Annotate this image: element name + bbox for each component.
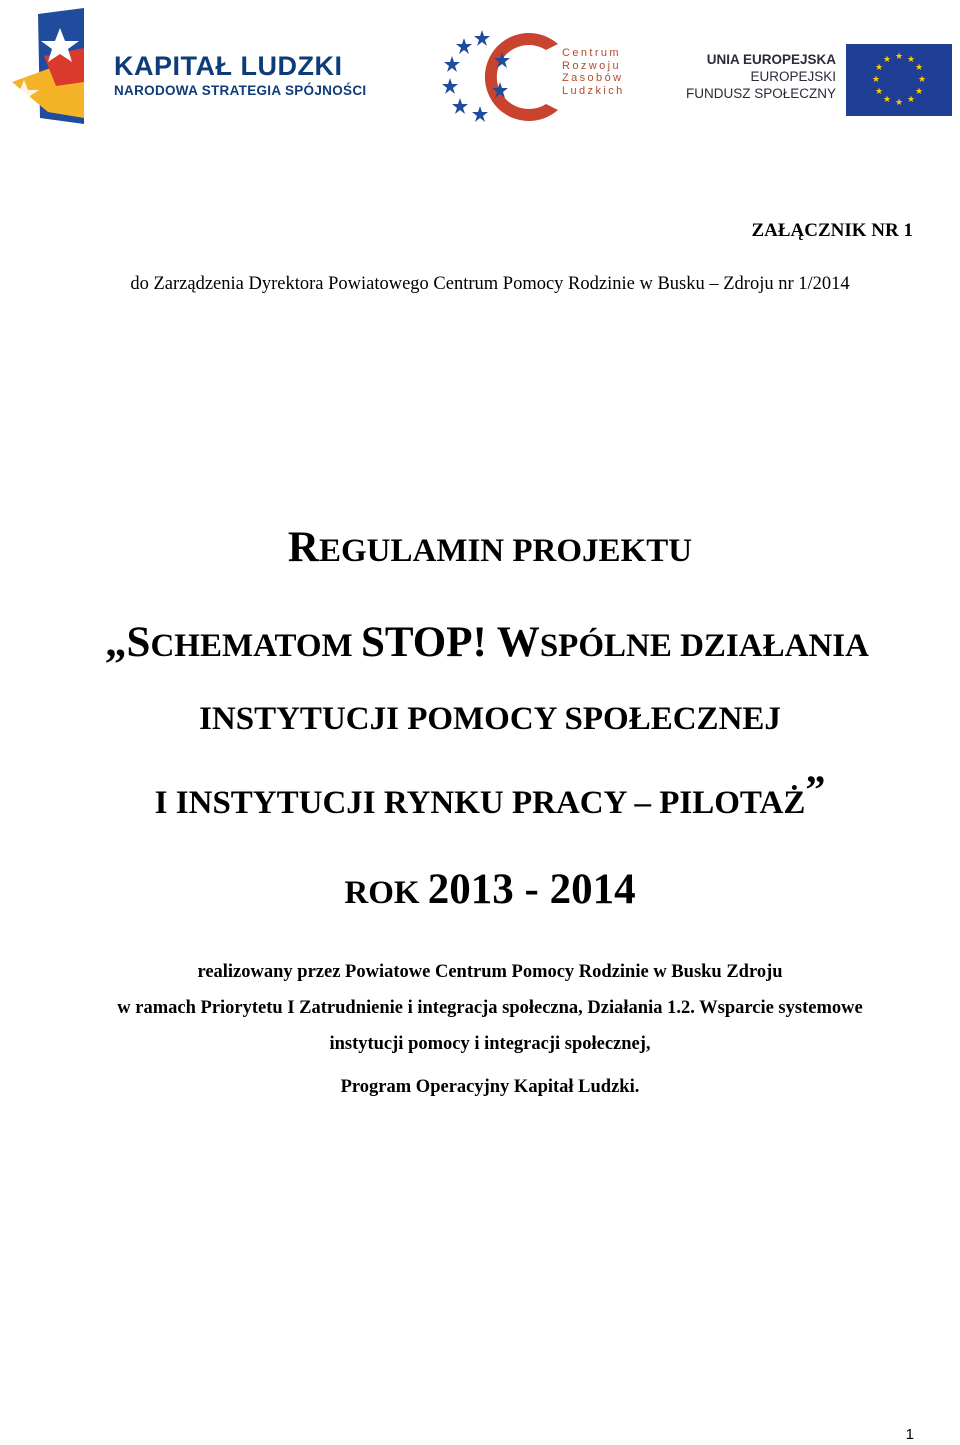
svg-text:★: ★	[874, 87, 884, 97]
ordinance-line: do Zarządzenia Dyrektora Powiatowego Centrum Pomocy Rodzinie w Busku – Zdroju nr 1/2014	[130, 274, 850, 294]
kapital-ludzki-subtitle: NARODOWA STRATEGIA SPÓJNOŚCI	[114, 83, 367, 98]
svg-text:★: ★	[894, 98, 904, 108]
svg-text:★: ★	[882, 95, 892, 105]
svg-text:★: ★	[906, 55, 916, 65]
title-line-3: INSTYTUCJI POMOCY SPOŁECZNEJ	[199, 701, 781, 737]
ue-line-3: FUNDUSZ SPOŁECZNY	[685, 86, 836, 101]
kapital-ludzki-logo	[10, 8, 380, 130]
title-line-1: REGULAMIN PROJEKTU	[287, 524, 693, 571]
crzl-line-1: Centrum	[562, 47, 621, 59]
crzl-emblem-icon	[440, 28, 564, 124]
title-line-4: I INSTYTUCJI RYNKU PRACY – PILOTAŻ”	[154, 767, 826, 821]
svg-text:★: ★	[917, 75, 927, 85]
crzl-line-2: Rozwoju	[562, 59, 621, 72]
svg-text:★: ★	[914, 87, 924, 97]
ue-line-2: EUROPEJSKI	[750, 69, 836, 84]
project-info-line-4: Program Operacyjny Kapitał Ludzki.	[340, 1077, 640, 1097]
annex-label: ZAŁĄCZNIK NR 1	[751, 220, 913, 241]
title-line-2: „SCHEMATOM STOP! WSPÓLNE DZIAŁANIA	[105, 619, 869, 666]
svg-text:★: ★	[894, 52, 904, 62]
ue-efs-logo	[685, 44, 952, 116]
kapital-ludzki-emblem-icon	[10, 8, 110, 130]
page-number: 1	[905, 1426, 914, 1443]
crzl-logo	[440, 28, 640, 124]
svg-text:★: ★	[871, 75, 881, 85]
svg-text:★: ★	[914, 63, 924, 73]
svg-text:★: ★	[906, 95, 916, 105]
project-info-line-2: w ramach Priorytetu I Zatrudnienie i integracja społeczna, Działania 1.2. Wsparcie systemowe	[117, 998, 863, 1018]
eu-flag-icon	[846, 44, 952, 116]
svg-text:★: ★	[882, 55, 892, 65]
crzl-line-3: Zasobów	[562, 72, 624, 84]
project-info-line-3: instytucji pomocy i integracji społecznej,	[329, 1034, 651, 1054]
title-year: ROK 2013 - 2014	[344, 866, 636, 913]
svg-text:★: ★	[874, 63, 884, 73]
kapital-ludzki-title: KAPITAŁ LUDZKI	[114, 51, 343, 81]
project-info-line-1: realizowany przez Powiatowe Centrum Pomocy Rodzinie w Busku Zdroju	[197, 962, 783, 982]
crzl-line-4: Ludzkich	[562, 84, 625, 97]
ue-line-1: UNIA EUROPEJSKA	[706, 52, 836, 67]
